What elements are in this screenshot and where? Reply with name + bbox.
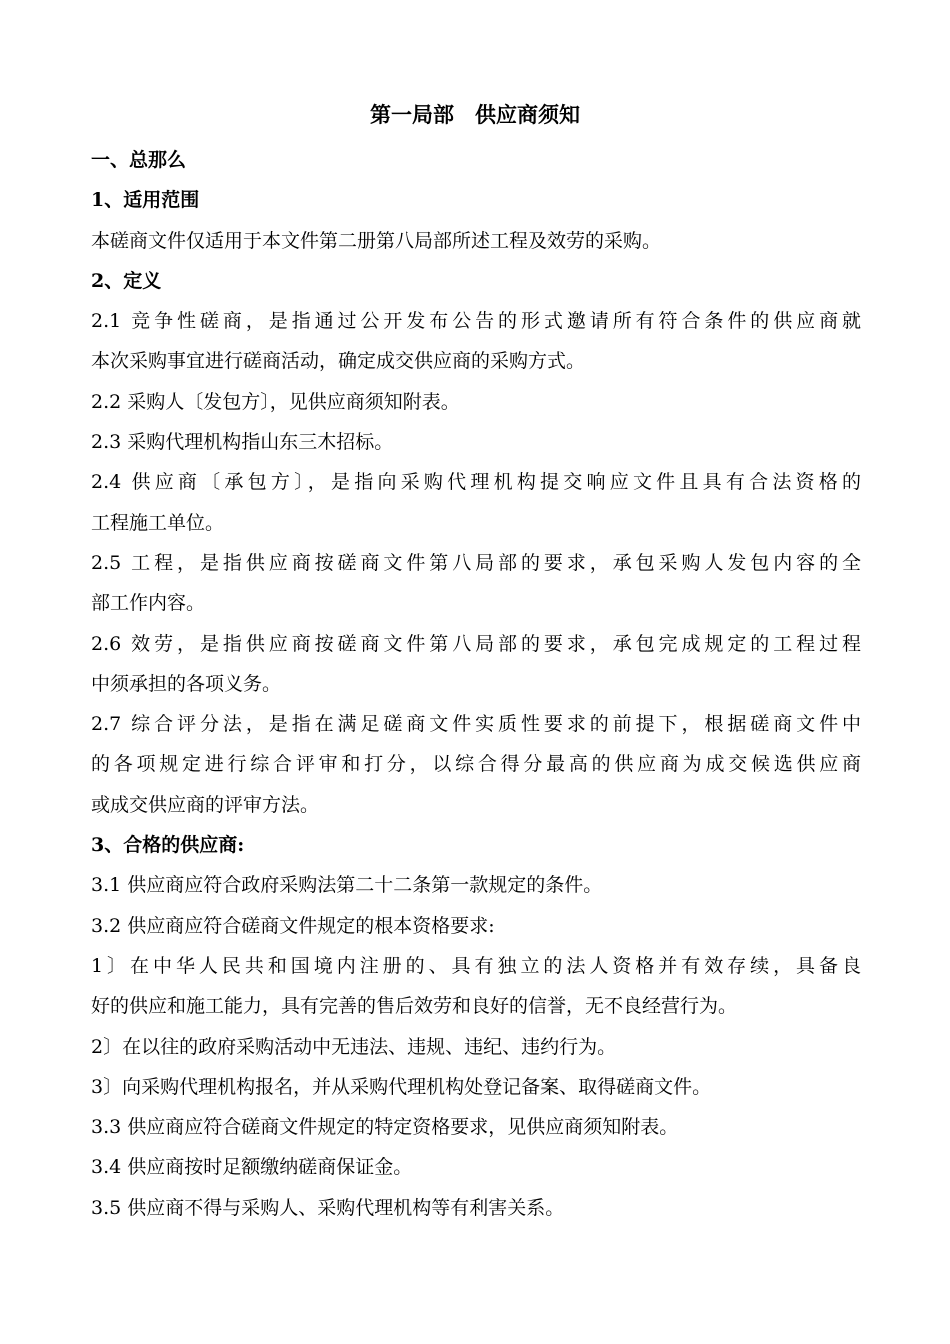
paragraph-line: 3.4 供应商按时足额缴纳磋商保证金。 [91,1156,413,1179]
paragraph-line: 1〕在中华人民共和国境内注册的、具有独立的法人资格并有效存续，具备良 [91,954,861,977]
paragraph-line: 3.1 供应商应符合政府采购法第二十二条第一款规定的条件。 [91,874,603,897]
document-body [91,140,861,1228]
paragraph-line: 2.7 综合评分法，是指在满足磋商文件实质性要求的前提下，根据磋商文件中 [91,713,861,736]
paragraph-line: 好的供应和施工能力，具有完善的售后效劳和良好的信誉，无不良经营行为。 [91,995,738,1018]
paragraph-line: 3〕向采购代理机构报名，并从采购代理机构处登记备案、取得磋商文件。 [91,1075,712,1098]
paragraph-line: 工程施工单位。 [91,511,225,534]
paragraph-line: 2.5 工程，是指供应商按磋商文件第八局部的要求，承包采购人发包内容的全 [91,551,861,574]
document-title: 第一局部 供应商须知 [370,102,580,127]
paragraph-line: 3.2 供应商应符合磋商文件规定的根本资格要求: [91,914,495,937]
paragraph-line: 部工作内容。 [91,592,206,615]
paragraph-line: 2.1 竞争性磋商，是指通过公开发布公告的形式邀请所有符合条件的供应商就 [91,310,861,333]
paragraph-line: 2.2 采购人〔发包方〕，见供应商须知附表。 [91,390,460,413]
section-heading: 2、定义 [91,269,162,292]
paragraph-line: 本次采购事宜进行磋商活动，确定成交供应商的采购方式。 [91,350,586,373]
paragraph-line: 2.4 供应商〔承包方〕，是指向采购代理机构提交响应文件且具有合法资格的 [91,471,861,494]
paragraph-line: 2〕在以往的政府采购活动中无违法、违规、违纪、违约行为。 [91,1035,617,1058]
section-heading: 1、适用范围 [91,189,200,212]
paragraph-line: 2.6 效劳，是指供应商按磋商文件第八局部的要求，承包完成规定的工程过程 [91,632,861,655]
paragraph-line: 中须承担的各项义务。 [91,672,282,695]
section-heading: 一、总那么 [91,149,187,171]
paragraph-line: 本磋商文件仅适用于本文件第二册第八局部所述工程及效劳的采购。 [91,229,662,252]
paragraph-line: 3.5 供应商不得与采购人、采购代理机构等有利害关系。 [91,1196,565,1219]
section-heading: 3、合格的供应商: [91,834,245,857]
paragraph-line: 3.3 供应商应符合磋商文件规定的特定资格要求，见供应商须知附表。 [91,1116,679,1139]
paragraph-line: 或成交供应商的评审方法。 [91,793,320,816]
paragraph-line: 2.3 采购代理机构指山东三木招标。 [91,431,394,454]
paragraph-line: 的各项规定进行综合评审和打分，以综合得分最高的供应商为成交候选供应商 [91,753,861,776]
